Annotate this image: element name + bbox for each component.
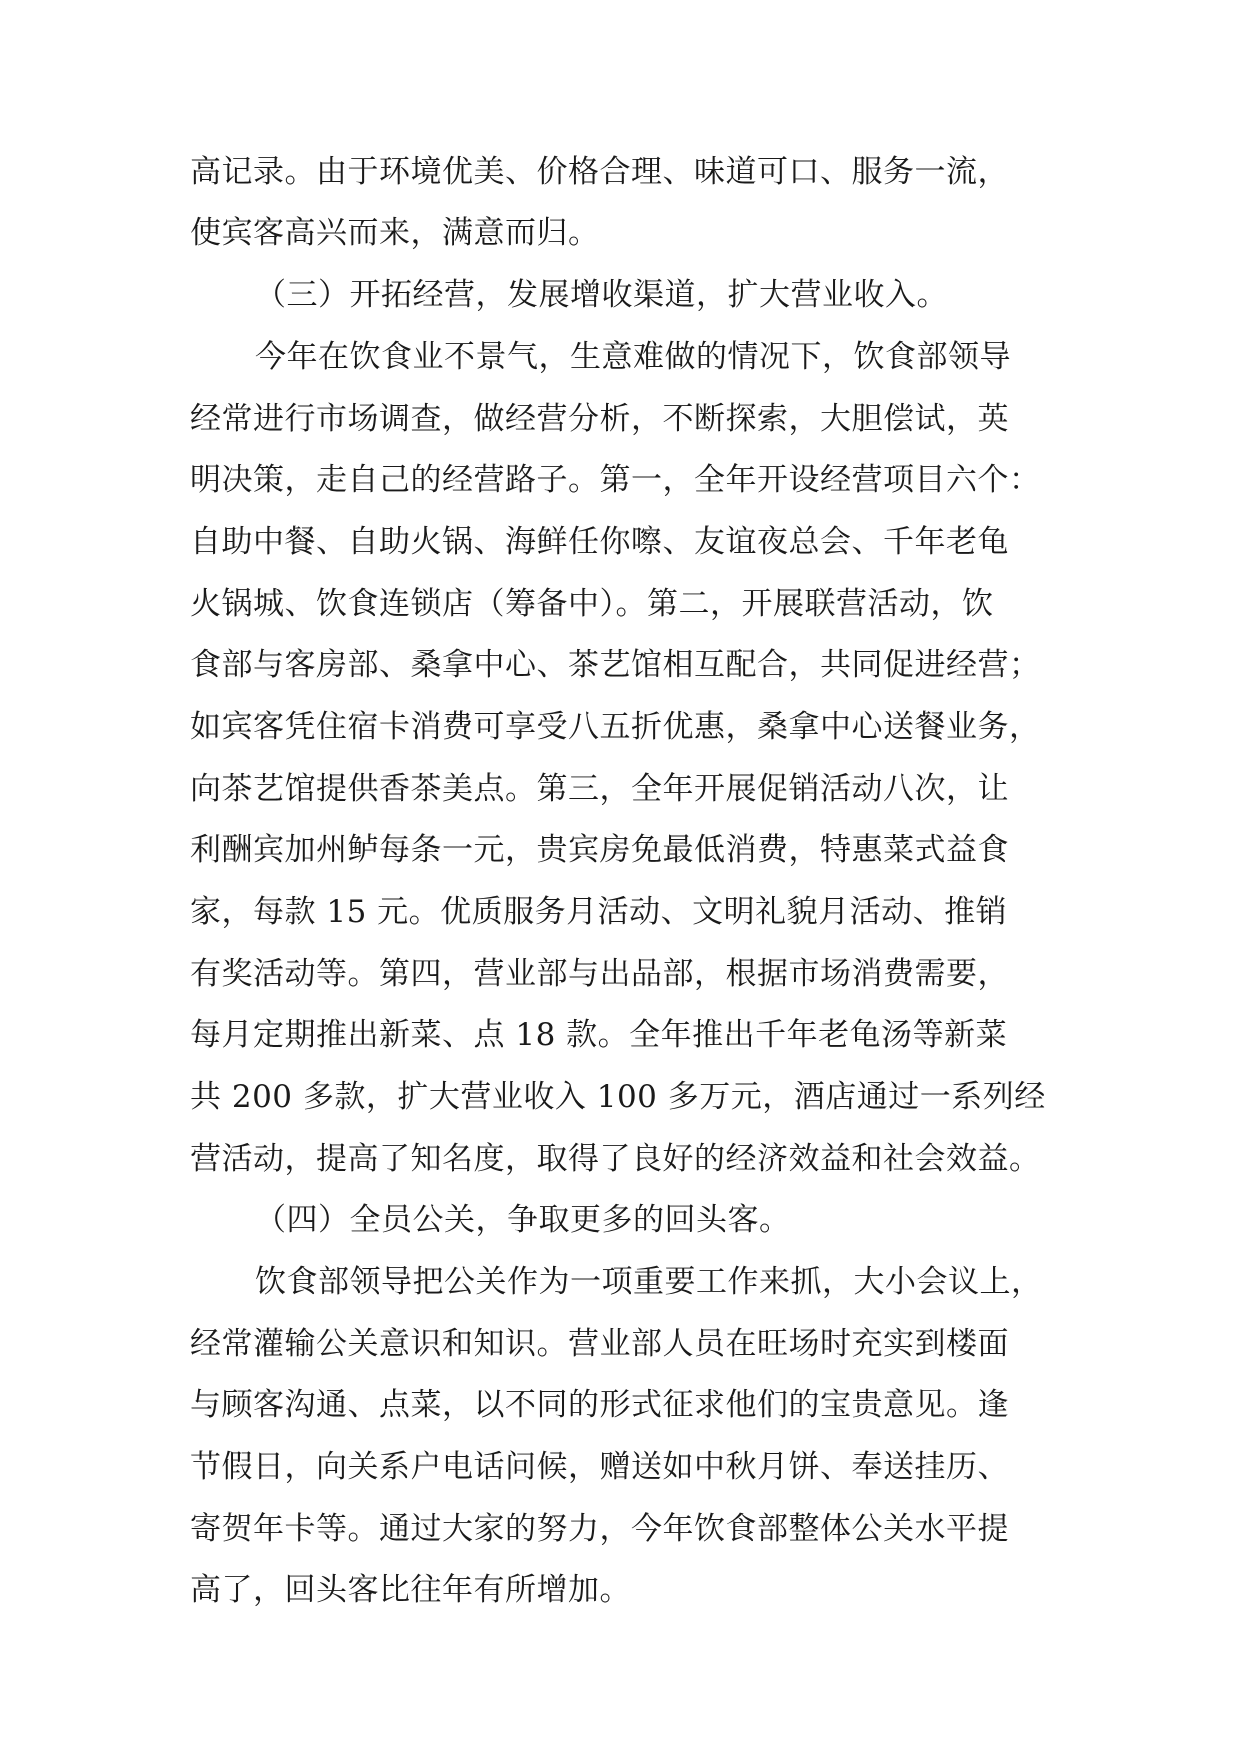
text-line: 营活动，提高了知名度，取得了良好的经济效益和社会效益。 [190, 1141, 1041, 1177]
text-line: 家，每款 15 元。优质服务月活动、文明礼貌月活动、推销 [190, 894, 1008, 930]
text-line: 利酬宾加州鲈每条一元，贵宾房免最低消费，特惠菜式益食 [190, 832, 1009, 868]
text-line: 使宾客高兴而来，满意而归。 [190, 215, 600, 251]
text-line: 每月定期推出新菜、点 18 款。全年推出千年老龟汤等新菜 [190, 1017, 1008, 1053]
text-line: 有奖活动等。第四，营业部与出品部，根据市场消费需要， [190, 956, 1009, 992]
text-line: 火锅城、饮食连锁店（筹备中）。第二，开展联营活动，饮 [190, 586, 994, 622]
text-line: 向茶艺馆提供香茶美点。第三，全年开展促销活动八次，让 [190, 771, 1009, 807]
section-heading: （三）开拓经营，发展增收渠道，扩大营业收入。 [255, 277, 948, 313]
text-line: 如宾客凭住宿卡消费可享受八五折优惠，桑拿中心送餐业务， [190, 709, 1041, 745]
section-heading: （四）全员公关，争取更多的回头客。 [255, 1202, 791, 1238]
text-line: 明决策，走自己的经营路子。第一，全年开设经营项目六个： [190, 462, 1041, 498]
text-line: 节假日，向关系户电话问候，赠送如中秋月饼、奉送挂历、 [190, 1449, 1009, 1485]
text-line: 与顾客沟通、点菜，以不同的形式征求他们的宝贵意见。逢 [190, 1387, 1009, 1423]
text-line: 饮食部领导把公关作为一项重要工作来抓，大小会议上， [255, 1264, 1043, 1300]
text-line: 经常灌输公关意识和知识。营业部人员在旺场时充实到楼面 [190, 1326, 1009, 1362]
text-line: 高记录。由于环境优美、价格合理、味道可口、服务一流， [190, 154, 1009, 190]
text-line: 今年在饮食业不景气，生意难做的情况下，饮食部领导 [255, 339, 1011, 375]
text-line: 经常进行市场调查，做经营分析，不断探索，大胆偿试，英 [190, 401, 1009, 437]
text-line: 食部与客房部、桑拿中心、茶艺馆相互配合，共同促进经营； [190, 647, 1041, 683]
text-line: 共 200 多款，扩大营业收入 100 多万元，酒店通过一系列经 [190, 1079, 1046, 1115]
text-line: 高了，回头客比往年有所增加。 [190, 1572, 631, 1608]
text-line: 寄贺年卡等。通过大家的努力，今年饮食部整体公关水平提 [190, 1511, 1009, 1547]
text-line: 自助中餐、自助火锅、海鲜任你嚓、友谊夜总会、千年老龟 [190, 524, 1009, 560]
